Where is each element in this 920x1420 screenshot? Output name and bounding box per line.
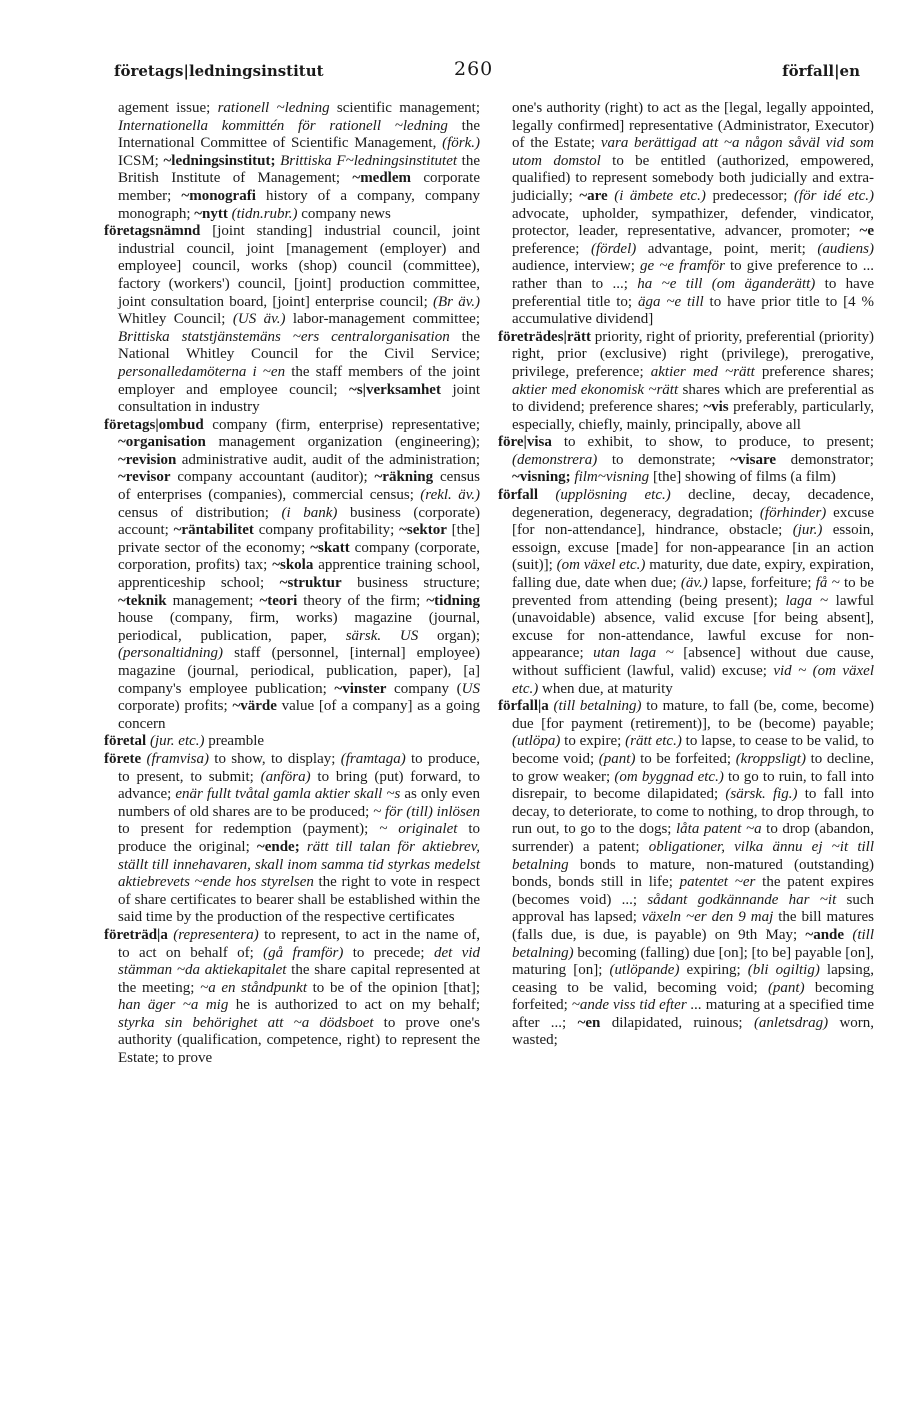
page-header xyxy=(104,58,880,88)
header-left-guide-word: företags|ledningsinstitut xyxy=(114,62,324,80)
definition-text: scientific management; xyxy=(329,100,480,116)
left-column xyxy=(104,100,480,1068)
definition-text: the share capital represented at the meeting; xyxy=(118,962,481,996)
definition-text: demonstrator; xyxy=(776,451,874,468)
italic-phrase: (upplösning etc.) xyxy=(555,487,671,504)
headword: ~värde xyxy=(232,698,277,715)
definition-text: lapsing, ceasing to be valid, becoming void; xyxy=(512,962,874,996)
dictionary-entry xyxy=(104,927,480,1068)
definition-text: the bill matures (falls due, is due, is payable) on 9th May; xyxy=(512,909,874,943)
italic-phrase: (Br äv.) xyxy=(432,293,480,310)
definition-text: to decline, to grow weaker; xyxy=(512,750,874,785)
definition-text: to bring (put) forward, to advance; xyxy=(118,768,480,803)
italic-phrase: han äger ~a mig xyxy=(118,997,229,1014)
definition-text: preference shares; xyxy=(754,363,874,380)
definition-text: value [of a company] as a going concern xyxy=(118,698,480,732)
definition-text: expiring; xyxy=(679,962,748,979)
italic-phrase: (i bank) xyxy=(281,504,338,521)
definition-text: [the] private sector of the economy; xyxy=(118,522,480,556)
definition-text: maturity, due date, expiry, expiration, falling due, date when due; xyxy=(512,557,874,592)
italic-phrase: Brittiska statstjänstemäns ~ers centralorganisation xyxy=(118,328,450,345)
dictionary-entry xyxy=(104,751,480,927)
definition-text: becoming (falling) due [on]; [to be] payable [on], maturing [on]; xyxy=(512,944,874,979)
italic-phrase: (förk.) xyxy=(442,135,480,152)
page-number: 260 xyxy=(454,58,494,80)
headword: ~ende; xyxy=(256,838,300,855)
definition-text: to show, to display; xyxy=(209,750,341,767)
dictionary-entry xyxy=(498,329,874,435)
italic-phrase: obligationer, vilka ännu ej ~it till betalning xyxy=(512,838,874,873)
italic-phrase: (tidn.rubr.) xyxy=(231,205,298,222)
italic-phrase: (framtaga) xyxy=(340,750,406,767)
headword: ~visning; xyxy=(512,469,571,486)
headword: ~e xyxy=(859,223,874,240)
italic-phrase: utan laga ~ xyxy=(593,645,674,662)
headword: ~tidning xyxy=(426,592,480,609)
italic-phrase: (bli ogiltig) xyxy=(747,962,820,979)
italic-phrase: (kroppsligt) xyxy=(735,750,806,767)
headword: företags|ombud xyxy=(104,416,204,433)
definition-text: the British Institute of Management; xyxy=(118,152,480,187)
definition-text: house (company, firm, works) magazine (journal, periodical, publication, paper, xyxy=(118,610,480,644)
definition-text: to precede; xyxy=(343,944,434,961)
italic-phrase: låta patent ~a xyxy=(676,821,762,838)
italic-phrase: styrka sin behörighet att ~a dödsboet xyxy=(118,1014,374,1031)
italic-phrase: ~ originalet xyxy=(379,821,458,838)
definition-text: company (firm, enterprise) representative; xyxy=(203,416,480,433)
dictionary-entry xyxy=(104,223,480,417)
italic-phrase: aktier med ~rätt xyxy=(650,363,755,380)
definition-text: to have prior title to [4 % accumulative dividend] xyxy=(512,293,874,328)
italic-phrase: (demonstrera) xyxy=(512,451,598,468)
headword: ~struktur xyxy=(279,575,342,592)
definition-text: to drop (abandon, surrender) a patent; xyxy=(512,821,875,855)
italic-phrase: ~ för (till) inlösen xyxy=(373,803,480,820)
italic-phrase: (audiens) xyxy=(817,240,874,257)
definition-text: apprentice training school, apprenticeship school; xyxy=(118,557,481,592)
headword: ~vinster xyxy=(334,680,387,697)
definition-text: he is authorized to act on my behalf; xyxy=(228,997,480,1014)
definition-text: to be entitled (authorized, empowered, qualified) to represent somebody both judicially and extra-judicially; xyxy=(512,152,874,204)
definition-text: audience, interview; xyxy=(512,258,641,275)
definition-text: company accountant (auditor); xyxy=(170,469,375,486)
definition-text: advocate, upholder, sympathizer, defender, vindicator, protector, leader, representative, advancer, promoter; xyxy=(512,205,874,240)
italic-phrase: växeln ~er den 9 maj xyxy=(641,909,774,926)
headword: företrädes|rätt xyxy=(498,328,591,345)
headword: ~revisor xyxy=(118,469,171,486)
header-right-guide-word: förfall|en xyxy=(782,62,860,80)
definition-text: excuse [for non-attendance], hindrance, obstacle; xyxy=(512,504,874,539)
definition-text: to be prevented from attending (being present); xyxy=(512,575,874,609)
headword: förete xyxy=(104,750,142,767)
italic-phrase: vid ~ (om växel etc.) xyxy=(512,663,874,697)
italic-phrase: (pant) xyxy=(598,750,636,767)
italic-phrase: få ~ xyxy=(815,575,840,592)
headword: ~skola xyxy=(272,557,314,574)
definition-text: preference; xyxy=(512,240,591,257)
definition-text: corporate) profits; xyxy=(118,698,233,715)
italic-phrase: särsk. US xyxy=(345,627,419,644)
italic-phrase: (för idé etc.) xyxy=(793,187,874,204)
italic-phrase: (anföra) xyxy=(260,768,311,785)
definition-text: essoin, essoign, excuse [made] for non-appearance [in an action (suit)]; xyxy=(512,522,874,574)
headword: ~räkning xyxy=(374,469,434,486)
headword: ~sektor xyxy=(399,522,447,539)
headword: ~monografi xyxy=(181,187,256,204)
italic-phrase: ~ande viss tid efter ... xyxy=(571,997,702,1014)
italic-phrase: US xyxy=(461,680,480,697)
italic-phrase: (anletsdrag) xyxy=(753,1014,829,1031)
definition-text: history of a company, company monograph; xyxy=(118,187,480,222)
definition-text: becoming forfeited; xyxy=(512,979,874,1014)
definition-text: preferably, particularly, especially, chiefly, mainly, principally, above all xyxy=(512,399,874,433)
headword: ~nytt xyxy=(194,205,228,222)
definition-text: staff (personnel, [internal] employee) magazine (journal, periodical, publication, paper), [a] company's employee publication; xyxy=(118,645,480,697)
definition-text: advantage, point, merit; xyxy=(636,240,818,257)
headword: ~en xyxy=(577,1014,601,1031)
definition-text: management; xyxy=(166,592,260,609)
definition-text: such approval has lapsed; xyxy=(512,891,875,926)
italic-phrase: (pant) xyxy=(767,979,805,996)
italic-phrase: (framvisa) xyxy=(146,750,209,767)
text-columns xyxy=(104,100,880,1068)
headword: förfall|a xyxy=(498,698,549,715)
italic-phrase: (utlöpa) xyxy=(512,733,561,750)
italic-phrase: (fördel) xyxy=(590,240,637,257)
dictionary-entry xyxy=(498,487,874,698)
definition-text: preamble xyxy=(204,733,265,750)
definition-text: agement issue; xyxy=(118,100,218,116)
definition-text: to go to ruin, to fall into disrepair, to become dilapidated; xyxy=(512,768,874,803)
dictionary-entry xyxy=(104,733,480,751)
dictionary-entry xyxy=(498,698,874,1050)
definition-text: maturing at a specified time after ...; xyxy=(512,997,874,1031)
definition-text: to have preferential title to; xyxy=(512,275,874,310)
headword: ~teori xyxy=(259,592,298,609)
definition-text: labor-management committee; xyxy=(285,311,480,328)
italic-phrase: (utlöpande) xyxy=(609,962,680,979)
definition-text: corporate member; xyxy=(118,170,480,204)
italic-phrase: personalledamöterna i ~en xyxy=(118,363,286,380)
italic-phrase: enär fullt tvåtal gamla aktier skall ~s xyxy=(175,786,401,803)
italic-phrase: ha ~e till (om äganderätt) xyxy=(637,275,816,292)
definition-text: dilapidated, ruinous; xyxy=(600,1014,754,1031)
italic-phrase: ~a en ståndpunkt xyxy=(200,979,307,996)
definition-text: decline, decay, decadence, degeneration, degeneracy, degradation; xyxy=(512,487,874,521)
definition-text: the National Whitley Council for the Civil Service; xyxy=(118,328,481,363)
italic-phrase: (om byggnad etc.) xyxy=(614,768,724,785)
italic-phrase: (gå framför) xyxy=(263,944,344,961)
italic-phrase: (äv.) xyxy=(680,575,708,592)
definition-text: Whitley Council; xyxy=(118,311,233,328)
continued-entry xyxy=(498,100,874,329)
definition-text: company (corporate, corporation, profits) tax; xyxy=(118,539,480,574)
definition-text xyxy=(538,487,555,503)
italic-phrase: äga ~e till xyxy=(637,293,704,310)
italic-phrase: (förhinder) xyxy=(759,504,827,521)
italic-phrase: (US äv.) xyxy=(232,311,286,328)
definition-text: census of enterprises (companies), commercial census; xyxy=(118,469,480,504)
headword: ~s|verksamhet xyxy=(349,381,441,398)
definition-text: the patent expires (becomes void) ...; xyxy=(512,874,874,908)
headword: ~skatt xyxy=(310,539,350,556)
definition-text: company ( xyxy=(386,680,462,697)
italic-phrase: (i ämbete etc.) xyxy=(614,187,706,204)
definition-text: the staff members of the joint employer and employee council; xyxy=(118,363,481,398)
definition-text: the right to vote in respect of share certificates to bearer shall be established within the said time by the production of the respective certificates xyxy=(118,874,480,926)
definition-text: business (corporate) account; xyxy=(118,504,480,539)
definition-text: [the] showing of films (a film) xyxy=(649,469,836,486)
headword: ~teknik xyxy=(118,592,167,609)
headword: före|visa xyxy=(498,434,552,451)
continued-entry xyxy=(104,100,480,223)
definition-text: company profitability; xyxy=(253,522,400,539)
definition-text: to fall into decay, to deteriorate, to come to nothing, to drop through, to run out, to go to the dogs; xyxy=(512,786,874,838)
definition-text: shares which are preferential as to dividend; preference shares; xyxy=(512,381,875,416)
headword: ~räntabilitet xyxy=(173,522,254,539)
definition-text: to lapse, to cease to be valid, to become void; xyxy=(512,733,874,767)
italic-phrase: patentet ~er xyxy=(679,874,756,891)
definition-text: to be of the opinion [that]; xyxy=(307,979,480,996)
italic-phrase: ge ~e framför xyxy=(640,258,725,275)
headword: ~visare xyxy=(730,451,777,468)
definition-text: one's authority (right) to act as the [legal, legally appointed, legally confirmed] representative (Administrator, Executor) of the Estate; xyxy=(512,100,874,152)
definition-text: to produce the original; xyxy=(118,821,480,855)
italic-phrase: vara berättigad att ~a någon såväl vid som utom domstol xyxy=(512,135,875,169)
definition-text: lawful (unavoidable) absence, valid excuse [for being absent], excuse for non-attendance, lawful excuse for non-appearance; xyxy=(512,592,874,662)
headword: ~are xyxy=(579,187,608,204)
definition-text: [joint standing] industrial council, joint industrial council, joint [management (employer) and employee] council, works (shop) council (committee), factory (workers') council, [joint] production committee, joint consultation board, [joint] enterprise council; xyxy=(118,223,480,310)
definition-text: theory of the firm; xyxy=(297,592,427,609)
definition-text: ICSM; xyxy=(118,152,164,169)
italic-phrase: rätt till talan för aktiebrev, ställt till innehavaren, skall inom samma tid styrkas medelst aktiebrevets ~ende hos styrelsen xyxy=(118,838,481,891)
definition-text: to be forfeited; xyxy=(635,750,736,767)
italic-phrase: (om växel etc.) xyxy=(556,557,646,574)
italic-phrase: sådant godkännande har ~it xyxy=(647,891,837,908)
definition-text: worn, wasted; xyxy=(512,1014,875,1049)
italic-phrase: (personaltidning) xyxy=(118,645,223,662)
definition-text: to mature, to fall (be, come, become) due [for payment (retirement)], to be (become) payable; xyxy=(512,698,874,732)
italic-phrase: (till betalning) xyxy=(512,926,874,961)
definition-text: census of distribution; xyxy=(118,504,282,521)
italic-phrase: (särsk. fig.) xyxy=(725,786,798,803)
italic-phrase: film~visning xyxy=(574,469,650,486)
headword: ~ande xyxy=(805,926,845,943)
definition-text: to exhibit, to show, to produce, to present; xyxy=(551,434,874,451)
definition-text: to produce, to present, to submit; xyxy=(118,750,481,785)
definition-text: predecessor; xyxy=(705,187,794,204)
italic-phrase: det vid stämman ~da aktiekapitalet xyxy=(118,944,481,979)
definition-text: to demonstrate; xyxy=(597,451,731,468)
definition-text: to give preference to ... rather than to ...; xyxy=(512,258,874,292)
definition-text: priority, right of priority, preferential (priority) right, prior (exclusive) right (privilege), prerogative, privilege, preference; xyxy=(512,328,874,380)
definition-text: [absence] without due cause, without sufficient (lawful, valid) excuse; xyxy=(512,645,875,679)
definition-text: joint consultation in industry xyxy=(118,381,480,416)
dictionary-entry xyxy=(498,434,874,487)
headword: företal xyxy=(104,733,147,750)
italic-phrase: (till betalning) xyxy=(553,698,642,715)
definition-text: to expire; xyxy=(560,733,626,750)
definition-text xyxy=(300,839,307,855)
headword: ~medlem xyxy=(352,170,412,187)
definition-text: company news xyxy=(297,205,391,222)
headword: ~revision xyxy=(118,451,177,468)
definition-text: bonds to mature, non-matured (outstanding) bonds, bonds still in life; xyxy=(512,856,874,891)
definition-text: lapse, forfeiture; xyxy=(707,575,816,592)
italic-phrase: (rekl. äv.) xyxy=(420,487,480,504)
headword: förfall xyxy=(498,487,538,504)
headword: ~vis xyxy=(703,399,729,416)
definition-text: to present for redemption (payment); xyxy=(118,821,380,838)
dictionary-entry xyxy=(104,417,480,734)
definition-text: to represent, to act in the name of, to act on behalf of; xyxy=(118,926,480,961)
definition-text: to prove one's authority (qualification, competence, right) to represent the Estate; to prove xyxy=(118,1014,480,1067)
italic-phrase: (jur. etc.) xyxy=(149,733,205,750)
italic-phrase: laga ~ xyxy=(785,592,828,609)
definition-text: management organization (engineering); xyxy=(205,434,480,451)
italic-phrase: Internationella kommittén för rationell ~ledning xyxy=(118,117,448,134)
italic-phrase: Brittiska F~ledningsinstitutet xyxy=(280,152,458,169)
italic-phrase: rationell ~ledning xyxy=(217,100,330,116)
definition-text: as only even numbers of old shares are to be produced; xyxy=(118,786,480,820)
italic-phrase: (rätt etc.) xyxy=(625,733,682,750)
right-column xyxy=(498,100,874,1068)
definition-text: the International Committee of Scientific Management, xyxy=(118,117,481,152)
definition-text: when due, at maturity xyxy=(538,680,673,697)
italic-phrase: (jur.) xyxy=(792,522,823,539)
headword: företagsnämnd xyxy=(104,223,201,240)
headword: företräd|a xyxy=(104,926,168,943)
definition-text: administrative audit, audit of the administration; xyxy=(176,451,480,468)
definition-text: business structure; xyxy=(341,575,481,592)
italic-phrase: aktier med ekonomisk ~rätt xyxy=(512,381,679,398)
italic-phrase: (representera) xyxy=(173,926,259,943)
headword: ~ledningsinstitut; xyxy=(163,152,276,169)
headword: ~organisation xyxy=(118,434,206,451)
definition-text: organ); xyxy=(418,627,481,644)
